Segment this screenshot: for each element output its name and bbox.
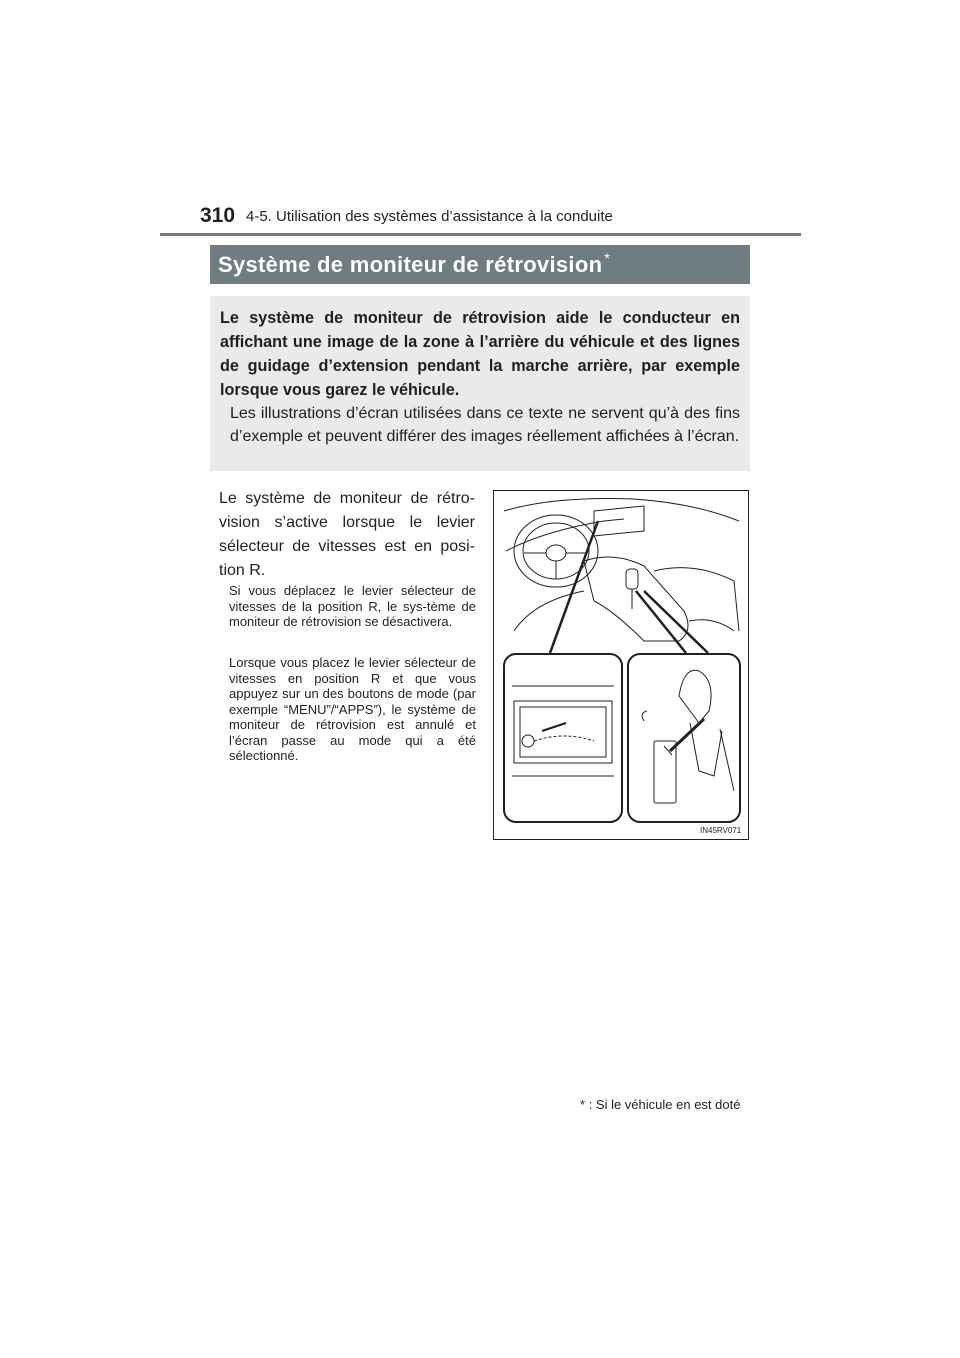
dashboard-illustration [494, 491, 748, 839]
intro-note: Les illustrations d’écran utilisées dans ce texte ne servent qu’à des fins d’exemple et peuvent différer des images réellement affichées à l’écran. [230, 405, 740, 445]
footnote-mark: * [580, 1097, 586, 1112]
section-title [218, 252, 610, 278]
body-note-1: Si vous déplacez le levier sélecteur de vitesses de la position R, le sys-tème de moniteur de rétrovision se désactivera. [229, 583, 476, 629]
optional-equipment-mark: * [604, 250, 611, 266]
chapter-title: 4-5. Utilisation des systèmes d’assistance à la conduite [246, 208, 613, 225]
footnote [580, 1097, 740, 1112]
intro-summary: Le système de moniteur de rétrovision aide le conducteur en affichant une image de la zone à l’arrière du véhicule et des lignes de guidage d’extension pendant la marche arrière, par exemple lorsque vous garez le véhicule. [220, 309, 740, 399]
illustration-figure [493, 490, 749, 840]
header-rule [160, 233, 801, 236]
page-number: 310 [200, 204, 236, 227]
section-title-text: Système de moniteur de rétrovision [218, 252, 603, 277]
body-note-2: Lorsque vous placez le levier sélecteur de vitesses en position R et que vous appuyez sur un des boutons de mode (par exemple “MENU”/“APPS”), le système de moniteur de rétrovision est annulé et l’écran passe au mode qui a été sélectionné. [229, 655, 476, 763]
figure-code: IN45RV071 [700, 826, 742, 835]
body-paragraph: Le système de moniteur de rétro-vision s’active lorsque le levier sélecteur de vitesses est en posi-tion R. [219, 490, 475, 579]
footnote-text: : Si le véhicule en est doté [588, 1097, 741, 1112]
